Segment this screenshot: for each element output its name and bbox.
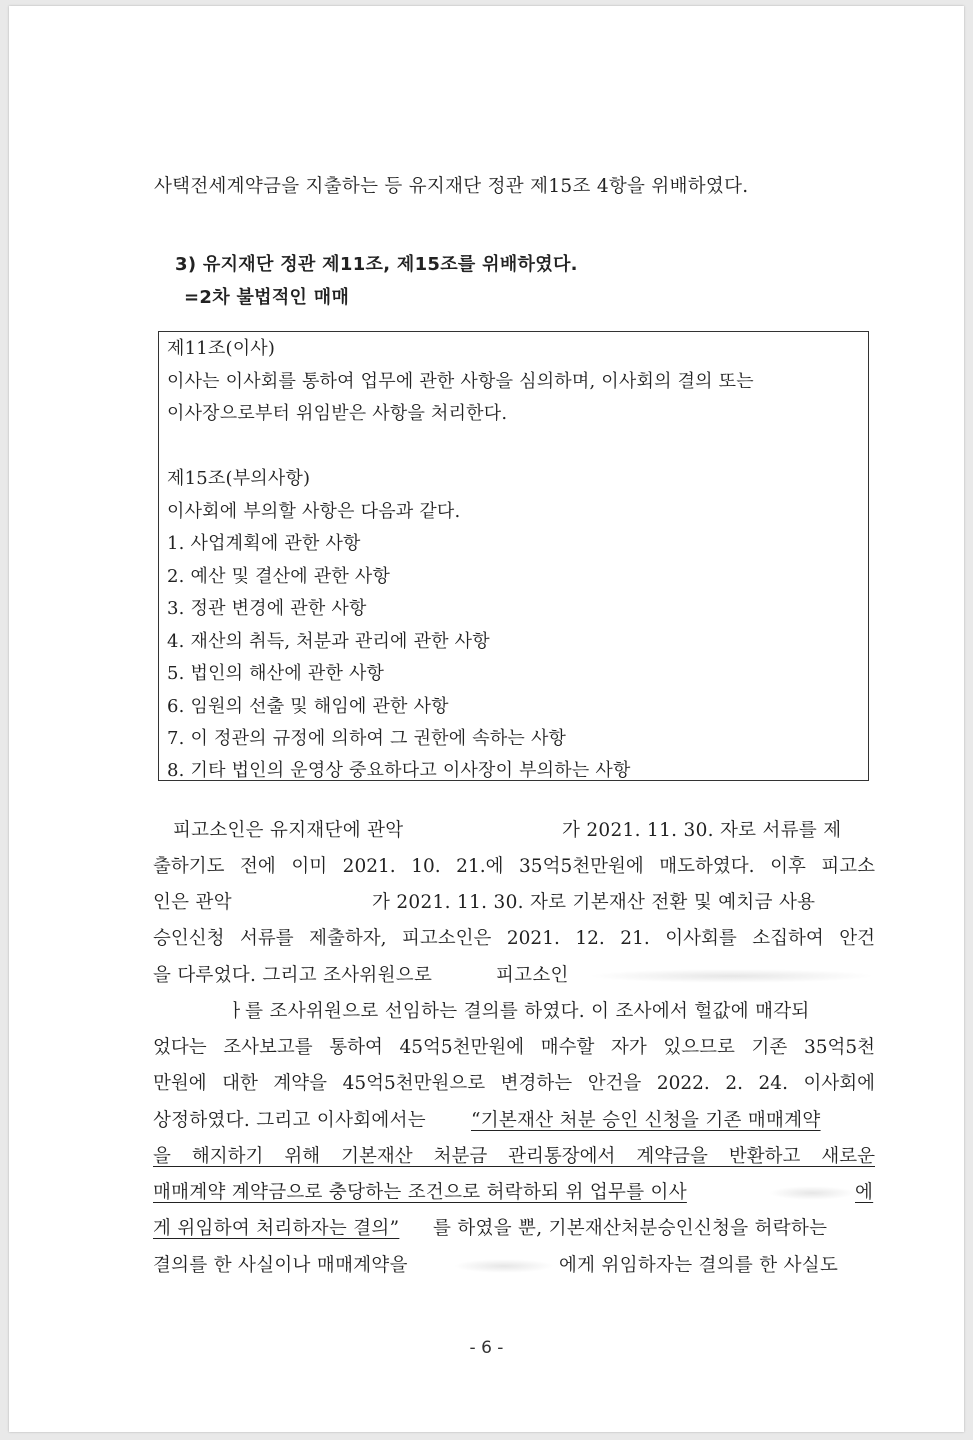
body-line-4: 승인신청 서류를 제출하자, 피고소인은 2021. 12. 21. 이사회를 소집하여 안건 — [153, 928, 875, 949]
body-line-11b: 에 — [855, 1182, 874, 1203]
list-item: 1. 사업계획에 관한 사항 — [167, 533, 361, 554]
list-item: 3. 정관 변경에 관한 사항 — [167, 598, 367, 619]
redacted-region — [769, 1186, 855, 1200]
body-line-1b: 가 2021. 11. 30. 자로 서류를 제 — [562, 820, 842, 841]
section-heading: 3) 유지재단 정관 제11조, 제15조를 위배하였다. — [175, 254, 578, 275]
art11-line1: 이사는 이사회를 통하여 업무에 관한 사항을 심의하며, 이사회의 결의 또는 — [167, 371, 754, 392]
body-line-10: 을 해지하기 위해 기본재산 처분금 관리통장에서 계약금을 반환하고 새로운 — [153, 1146, 875, 1167]
art15-title: 제15조(부의사항) — [167, 468, 311, 489]
list-item: 2. 예산 및 결산에 관한 사항 — [167, 566, 391, 587]
body-line-5a: 을 다루었다. 그리고 조사위원으로 — [153, 965, 433, 986]
art11-line2: 이사장으로부터 위임받은 사항을 처리한다. — [167, 403, 508, 424]
body-line-5b: 피고소인 — [496, 965, 569, 986]
body-line-9b: “기본재산 처분 승인 신청을 기존 매매계약 — [471, 1110, 821, 1131]
redacted-region — [589, 969, 875, 983]
list-item: 7. 이 정관의 규정에 의하여 그 권한에 속하는 사항 — [167, 728, 567, 749]
intro-line: 사택전세계약금을 지출하는 등 유지재단 정관 제15조 4항을 위배하였다. — [154, 176, 749, 197]
art11-title: 제11조(이사) — [167, 338, 276, 359]
body-line-8: 만원에 대한 계약을 45억5천만원으로 변경하는 안건을 2022. 2. 24. 이사회에 — [153, 1073, 875, 1094]
body-line-3a: 인은 관악 — [153, 892, 232, 913]
body-line-2: 출하기도 전에 이미 2021. 10. 21.에 35억5천만원에 매도하였다. 이후 피고소 — [153, 856, 875, 877]
body-line-3b: 가 2021. 11. 30. 자로 기본재산 전환 및 예치금 사용 — [372, 892, 816, 913]
statute-box — [158, 331, 869, 781]
section-subheading: =2차 불법적인 매매 — [184, 287, 350, 308]
body-line-11a: 매매계약 계약금으로 충당하는 조건으로 허락하되 위 업무를 이사 — [153, 1182, 687, 1203]
page-number: - 6 - — [469, 1338, 504, 1358]
body-line-13b: 에게 위임하자는 결의를 한 사실도 — [559, 1255, 839, 1276]
body-line-12a: 게 위임하여 처리하자는 결의” — [153, 1218, 400, 1239]
list-item: 5. 법인의 해산에 관한 사항 — [167, 663, 385, 684]
body-line-13a: 결의를 한 사실이나 매매계약을 — [153, 1255, 408, 1276]
body-line-1a: 피고소인은 유지재단에 관악 — [173, 820, 404, 841]
redacted-region — [454, 1259, 554, 1273]
document-page — [9, 6, 964, 1432]
body-line-7: 었다는 조사보고를 통하여 45억5천만원에 매수할 자가 있으므로 기존 35억5천 — [153, 1037, 875, 1058]
list-item: 6. 임원의 선출 및 해임에 관한 사항 — [167, 696, 449, 717]
list-item: 8. 기타 법인의 운영상 중요하다고 이사장이 부의하는 사항 — [167, 760, 631, 781]
body-line-9a: 상정하였다. 그리고 이사회에서는 — [153, 1110, 426, 1131]
body-line-12b: 를 하였을 뿐, 기본재산처분승인신청을 허락하는 — [433, 1218, 828, 1239]
art15-intro: 이사회에 부의할 사항은 다음과 같다. — [167, 501, 461, 522]
list-item: 4. 재산의 취득, 처분과 관리에 관한 사항 — [167, 631, 490, 652]
body-line-6: ㅏ를 조사위원으로 선임하는 결의를 하였다. 이 조사에서 헐값에 매각되 — [227, 1001, 810, 1022]
